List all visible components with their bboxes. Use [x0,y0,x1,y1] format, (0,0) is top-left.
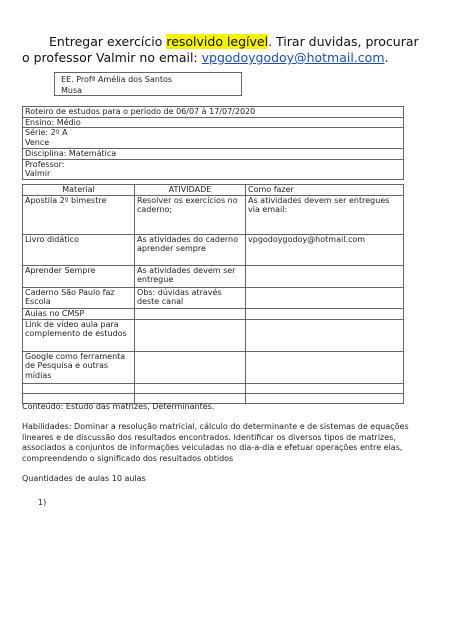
header-como-fazer: Como fazer [246,185,404,196]
highlighted-text: resolvido legível [166,34,269,49]
table-row [23,383,404,393]
professor-name: Valmir [23,169,403,180]
intro-text-2: . Tirar duvidas, procurar o professor Valmir no email: [22,34,419,65]
list-item-number: 1) [38,498,47,507]
table-cell [246,287,404,308]
table-cell [246,308,404,319]
table-row [23,265,404,287]
header-material: Material [23,185,135,196]
table-cell: Aprender Sempre [23,265,135,287]
table-cell: Link de vídeo aula para complemento de estudos [23,319,135,351]
table-cell: Apostila 2º bimestre [23,195,135,234]
ensino-line: Ensino: Médio [23,118,403,129]
table-cell [135,383,246,393]
table-row [23,319,404,351]
meta-block [22,106,404,180]
table-cell [135,319,246,351]
table-cell: Resolver os exercícios no caderno; [135,195,246,234]
table-cell [246,351,404,383]
table-row [23,308,404,319]
intro-paragraph [22,34,422,66]
email-link[interactable]: vpgodoygodoy@hotmail.com [201,50,385,65]
school-name-line1: EE. Profª Amélia dos Santos [61,75,173,84]
table-cell: Livro didático [23,234,135,265]
table-cell [135,308,246,319]
school-name-line2: Musa [61,86,83,95]
table-cell [135,351,246,383]
roteiro-line: Roteiro de estudos para o período de 06/07 à 17/07/2020 [23,107,403,118]
table-cell: As atividades devem ser entregues via email: [246,195,404,234]
table-cell: Google como ferramenta de Pesquisa e outras mídias [23,351,135,383]
table-header-row [23,185,404,196]
serie-line: Série: 2º A [25,128,68,138]
quantidade-text: Quantidades de aulas 10 aulas [22,474,146,483]
school-box [54,72,242,96]
habilidades-text: Habilidades: Dominar a resolução matricial, cálculo do determinante e de sistemas de equações lineares e de discussão dos resultados encontrados. Identificar os diversos tipos de matrizes, associados a conjuntos de informações veiculadas no dia-a-dia e efetuar operações entre elas, compreendendo o significado dos resultados obtidos [22,422,409,463]
table-cell: Obs: dúvidas através deste canal [135,287,246,308]
disciplina-line: Disciplina: Matemática [23,149,403,160]
table-row [23,351,404,383]
table-row [23,234,404,265]
table-cell: vpgodoygodoy@hotmail.com [246,234,404,265]
vence-line: Vence [23,138,403,149]
table-cell: As atividades do caderno aprender sempre [135,234,246,265]
professor-label: Professor: [25,159,65,169]
conteudo-text: Conteúdo: Estudo das matrizes, Determinantes. [22,402,215,411]
table-cell: As atividades devem ser entregue [135,265,246,287]
table-cell [23,383,135,393]
table-cell [246,383,404,393]
intro-period: . [384,50,389,65]
header-atividade: ATIVIDADE [135,185,246,196]
table-row [23,287,404,308]
table-cell [246,265,404,287]
table-cell [246,319,404,351]
table-cell: Caderno São Paulo faz Escola [23,287,135,308]
table-cell: Aulas no CMSP [23,308,135,319]
study-table [22,184,404,404]
intro-text: Entregar exercício [49,34,167,49]
table-row [23,195,404,234]
